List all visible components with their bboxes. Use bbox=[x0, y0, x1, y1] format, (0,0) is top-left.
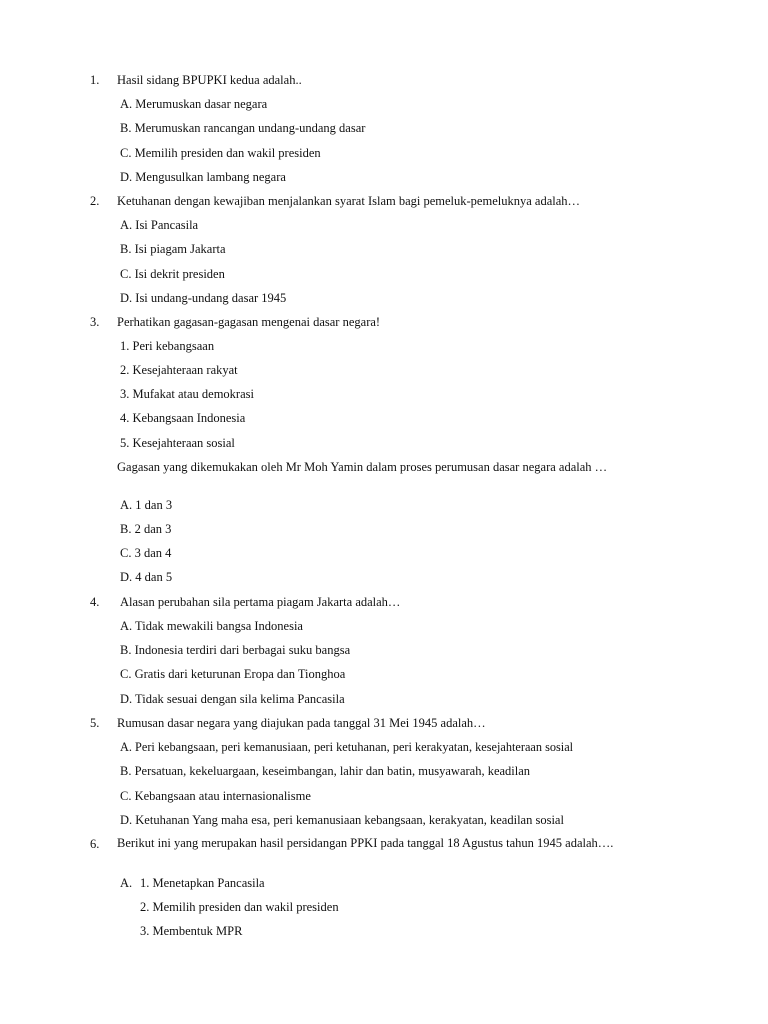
answer-option: A. Merumuskan dasar negara bbox=[120, 97, 268, 111]
answer-option: B. Indonesia terdiri dari berbagai suku bangsa bbox=[120, 643, 351, 657]
list-item: 1. Menetapkan Pancasila bbox=[140, 876, 265, 890]
list-item: 5. Kesejahteraan sosial bbox=[120, 436, 235, 450]
list-item: 4. Kebangsaan Indonesia bbox=[120, 411, 246, 425]
question-prompt: Gagasan yang dikemukakan oleh Mr Moh Yamin dalam proses perumusan dasar negara adalah … bbox=[117, 460, 608, 474]
question-text: Hasil sidang BPUPKI kedua adalah.. bbox=[117, 73, 302, 87]
list-item: 3. Membentuk MPR bbox=[140, 924, 243, 938]
question-text: Berikut ini yang merupakan hasil persidangan PPKI pada tanggal 18 Agustus tahun 1945 adalah…. bbox=[117, 836, 614, 850]
answer-option: C. Isi dekrit presiden bbox=[120, 267, 225, 281]
question-number: 1. bbox=[90, 73, 100, 87]
answer-option: D. Mengusulkan lambang negara bbox=[120, 170, 286, 184]
answer-option: D. Tidak sesuai dengan sila kelima Pancasila bbox=[120, 692, 345, 706]
answer-option: B. Persatuan, kekeluargaan, keseimbangan, lahir dan batin, musyawarah, keadilan bbox=[120, 764, 531, 778]
list-item: 2. Memilih presiden dan wakil presiden bbox=[140, 900, 339, 914]
question-number: 2. bbox=[90, 194, 100, 208]
answer-option: B. 2 dan 3 bbox=[120, 522, 172, 536]
question-text: Ketuhanan dengan kewajiban menjalankan syarat Islam bagi pemeluk-pemeluknya adalah… bbox=[117, 194, 581, 208]
question-text: Alasan perubahan sila pertama piagam Jakarta adalah… bbox=[120, 595, 401, 609]
answer-option: B. Merumuskan rancangan undang-undang dasar bbox=[120, 121, 366, 135]
answer-option: D. 4 dan 5 bbox=[120, 570, 173, 584]
list-item: 3. Mufakat atau demokrasi bbox=[120, 387, 254, 401]
question-text: Rumusan dasar negara yang diajukan pada tanggal 31 Mei 1945 adalah… bbox=[117, 716, 486, 730]
answer-option: A. Tidak mewakili bangsa Indonesia bbox=[120, 619, 303, 633]
answer-option: C. Kebangsaan atau internasionalisme bbox=[120, 789, 311, 803]
answer-option: A. 1 dan 3 bbox=[120, 498, 173, 512]
question-number: 5. bbox=[90, 716, 100, 730]
answer-option: A. Peri kebangsaan, peri kemanusiaan, peri ketuhanan, peri kerakyatan, kesejahteraan sosial bbox=[120, 740, 574, 754]
list-item: 1. Peri kebangsaan bbox=[120, 339, 215, 353]
answer-option: A. Isi Pancasila bbox=[120, 218, 199, 232]
answer-option: C. Gratis dari keturunan Eropa dan Tionghoa bbox=[120, 667, 346, 681]
answer-option: D. Isi undang-undang dasar 1945 bbox=[120, 291, 287, 305]
question-number: 6. bbox=[90, 837, 100, 851]
list-item: 2. Kesejahteraan rakyat bbox=[120, 363, 238, 377]
question-number: 3. bbox=[90, 315, 100, 329]
answer-option: B. Isi piagam Jakarta bbox=[120, 242, 226, 256]
question-text: Perhatikan gagasan-gagasan mengenai dasar negara! bbox=[117, 315, 381, 329]
question-number: 4. bbox=[90, 595, 100, 609]
answer-option: C. 3 dan 4 bbox=[120, 546, 172, 560]
answer-option: C. Memilih presiden dan wakil presiden bbox=[120, 146, 321, 160]
answer-option-label: A. bbox=[120, 876, 133, 890]
answer-option: D. Ketuhanan Yang maha esa, peri kemanusiaan kebangsaan, kerakyatan, keadilan sosial bbox=[120, 813, 564, 827]
